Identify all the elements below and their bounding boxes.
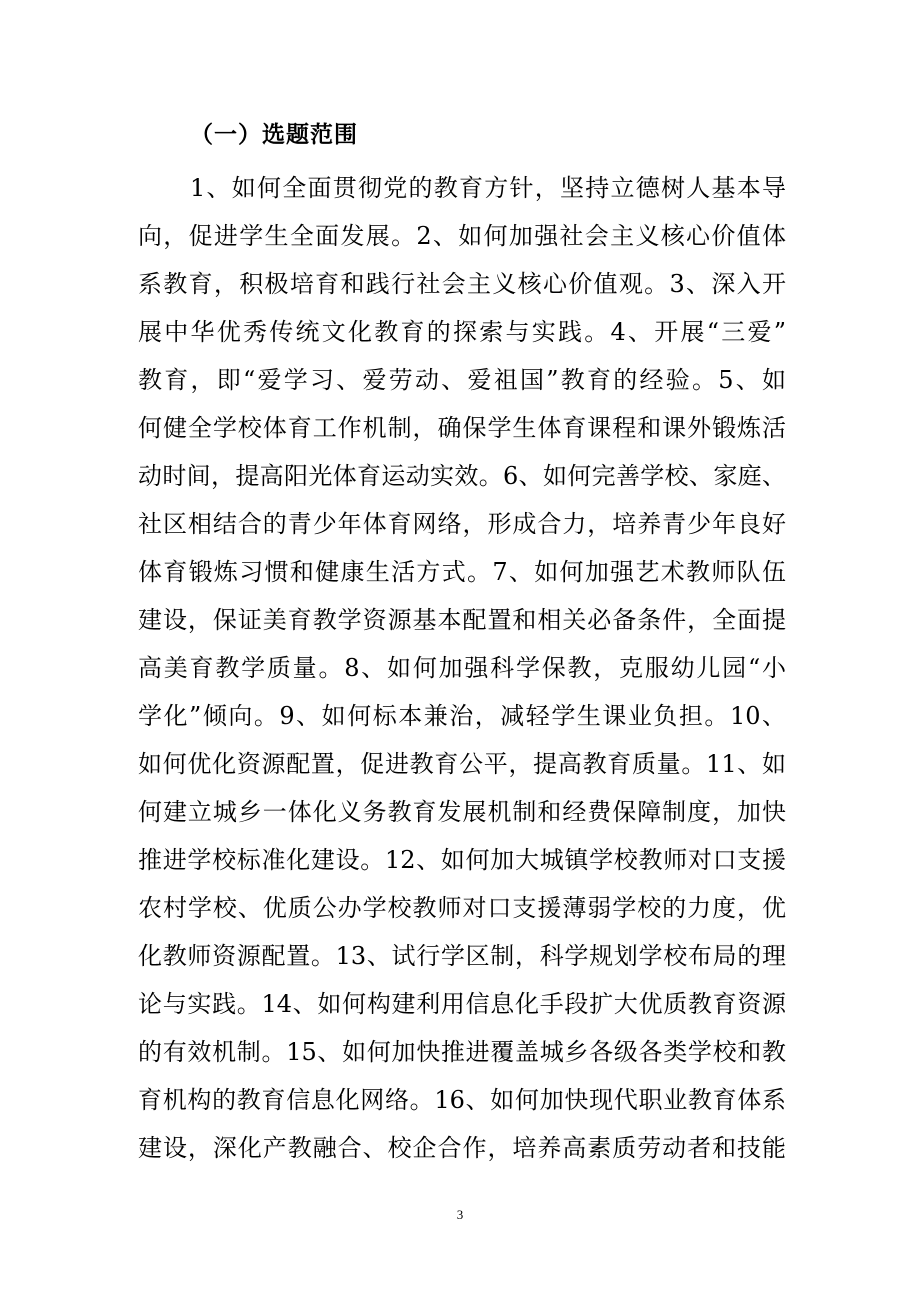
text-line: 农村学校、优质公办学校教师对口支援薄弱学校的力度，优: [138, 894, 786, 922]
text-line: 1、如何全面贯彻党的教育方针，坚持立德树人基本导: [190, 174, 786, 202]
text-line: 动时间，提高阳光体育运动实效。6、如何完善学校、家庭、: [138, 462, 786, 490]
text-line: 学化”倾向。9、如何标本兼治，减轻学生课业负担。10、: [138, 702, 786, 730]
text-line: 育机构的教育信息化网络。16、如何加快现代职业教育体系: [138, 1086, 786, 1114]
text-line: 建设，深化产教融合、校企合作，培养高素质劳动者和技能: [138, 1134, 786, 1162]
body-paragraph: [138, 164, 786, 1172]
text-line: 化教师资源配置。13、试行学区制，科学规划学校布局的理: [138, 942, 786, 970]
text-line: 体育锻炼习惯和健康生活方式。7、如何加强艺术教师队伍: [138, 558, 786, 586]
text-line: 推进学校标准化建设。12、如何加大城镇学校教师对口支援: [138, 846, 786, 874]
section-heading: （一）选题范围: [190, 121, 358, 148]
text-line: 如何优化资源配置，促进教育公平，提高教育质量。11、如: [138, 750, 786, 778]
text-line: 向，促进学生全面发展。2、如何加强社会主义核心价值体: [138, 222, 786, 250]
text-line: 论与实践。14、如何构建利用信息化手段扩大优质教育资源: [138, 990, 786, 1018]
text-line: 建设，保证美育教学资源基本配置和相关必备条件，全面提: [138, 606, 786, 634]
text-line: 何建立城乡一体化义务教育发展机制和经费保障制度，加快: [138, 798, 786, 826]
text-line: 系教育，积极培育和践行社会主义核心价值观。3、深入开: [138, 270, 786, 298]
text-line: 高美育教学质量。8、如何加强科学保教，克服幼儿园“小: [138, 654, 786, 682]
text-line: 社区相结合的青少年体育网络，形成合力，培养青少年良好: [138, 510, 786, 538]
page-number: 3: [456, 1207, 464, 1222]
text-line: 的有效机制。15、如何加快推进覆盖城乡各级各类学校和教: [138, 1038, 786, 1066]
text-line: 何健全学校体育工作机制，确保学生体育课程和课外锻炼活: [138, 414, 786, 442]
text-line: 教育，即“爱学习、爱劳动、爱祖国”教育的经验。5、如: [138, 366, 786, 394]
text-line: 展中华优秀传统文化教育的探索与实践。4、开展“三爱”: [138, 318, 786, 346]
